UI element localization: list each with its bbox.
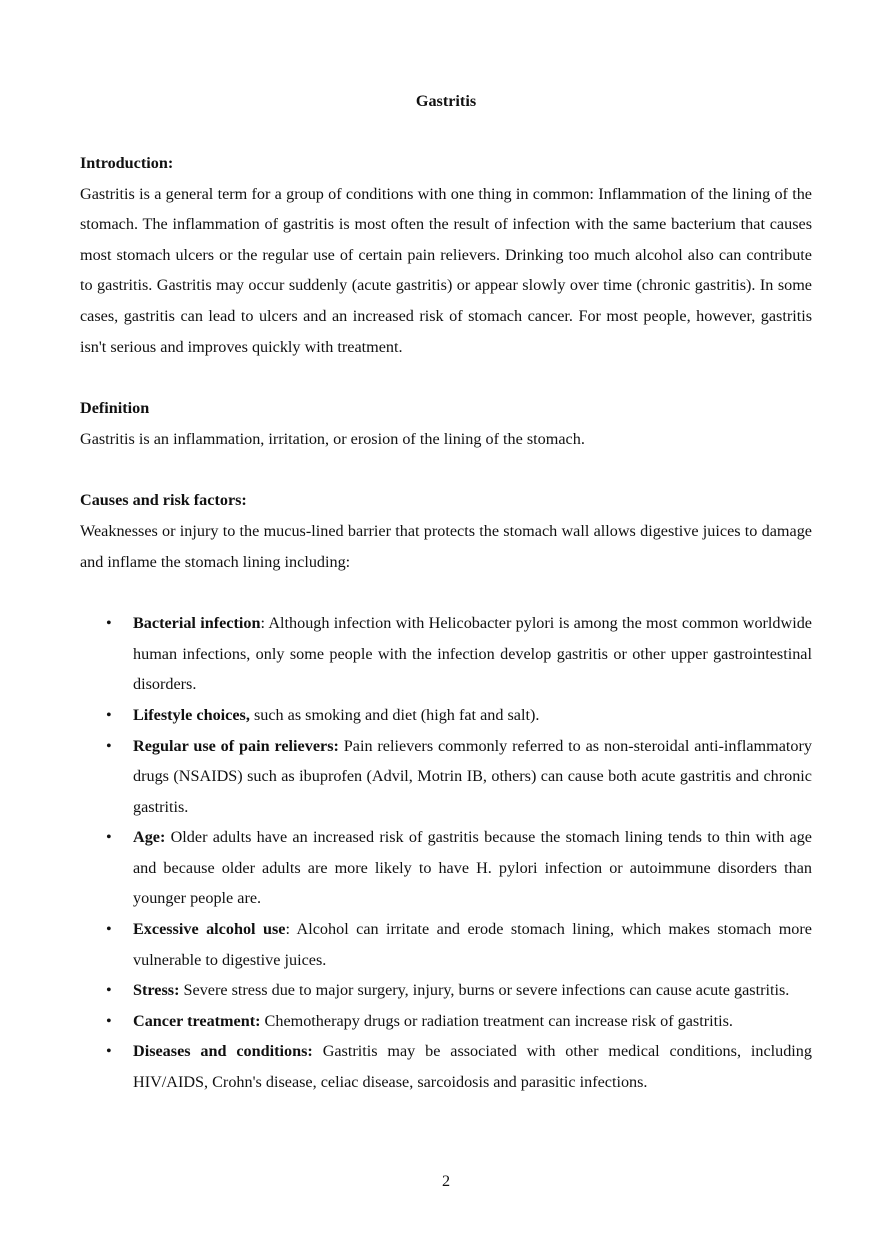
bullet-icon: • <box>106 920 112 939</box>
bullet-icon: • <box>106 614 112 633</box>
section-heading: Introduction: <box>80 154 174 172</box>
bullet-term: Lifestyle choices, <box>133 705 250 724</box>
section-definition <box>80 393 812 454</box>
list-item <box>80 914 812 975</box>
bullet-text: such as smoking and diet (high fat and salt). <box>249 705 540 724</box>
bullet-term: Regular use of pain relievers: <box>133 736 339 755</box>
section-paragraph: Weaknesses or injury to the mucus-lined barrier that protects the stomach wall allows digestive juices to damage and inflame the stomach lining including: <box>80 521 812 571</box>
section-heading: Causes and risk factors: <box>80 491 247 510</box>
bullet-text: Severe stress due to major surgery, injury, burns or severe infections can cause acute gastritis. <box>179 981 790 1000</box>
list-item <box>80 731 812 823</box>
bullet-icon: • <box>106 736 112 755</box>
bullet-text: Older adults have an increased risk of gastritis because the stomach lining tends to thin with age and because older adults are more likely to have H. pylori infection or autoimmune disorders than younger people are. <box>133 828 812 908</box>
bullet-term: Diseases and conditions: <box>133 1042 313 1061</box>
list-item <box>80 975 812 1006</box>
document-title: Gastritis <box>415 92 477 110</box>
section-paragraph: Gastritis is a general term for a group of conditions with one thing in common: Inflammation of the lining of the stomach. The inflammation of gastritis is most often the result of infection with the same bacterium that causes most stomach ulcers or the regular use of certain pain relievers. Drinking too much alcohol also can contribute to gastritis. Gastritis may occur suddenly (acute gastritis) or appear slowly over time (chronic gastritis). In some cases, gastritis can lead to ulcers and an increased risk of stomach cancer. For most people, however, gastritis isn't serious and improves quickly with treatment. <box>80 184 812 356</box>
bullet-text: : Although infection with Helicobacter pylori is among the most common worldwide human infections, only some people with the infection develop gastritis or other upper gastrointestinal disorders. <box>133 614 812 694</box>
list-item <box>80 608 812 700</box>
bullet-term: Stress: <box>133 981 180 1000</box>
list-item <box>80 822 812 914</box>
list-item <box>80 1006 812 1037</box>
bullet-icon: • <box>106 1042 112 1061</box>
section-introduction <box>80 148 812 362</box>
bullet-text: Chemotherapy drugs or radiation treatment can increase risk of gastritis. <box>260 1011 733 1030</box>
bullet-text: Gastritis may be associated with other medical conditions, including HIV/AIDS, Crohn's disease, celiac disease, sarcoidosis and parasitic infections. <box>133 1042 812 1092</box>
bullet-icon: • <box>106 705 112 724</box>
list-item <box>80 700 812 731</box>
bullet-term: Excessive alcohol use <box>133 920 286 939</box>
section-heading: Definition <box>80 399 150 418</box>
section-causes <box>80 485 812 577</box>
section-paragraph: Gastritis is an inflammation, irritation, or erosion of the lining of the stomach. <box>80 429 585 448</box>
bullet-term: Cancer treatment: <box>133 1011 261 1030</box>
bullet-icon: • <box>106 828 112 847</box>
bullet-term: Age: <box>133 828 166 847</box>
bullet-text: Pain relievers commonly referred to as non-steroidal anti-inflammatory drugs (NSAIDS) such as ibuprofen (Advil, Motrin IB, others) can cause both acute gastritis and chronic gastritis. <box>133 736 812 816</box>
page-number: 2 <box>441 1172 451 1190</box>
bullet-text: : Alcohol can irritate and erode stomach lining, which makes stomach more vulnerable to digestive juices. <box>133 920 812 969</box>
bullet-icon: • <box>106 1011 112 1030</box>
document-page <box>80 88 812 1098</box>
bullet-icon: • <box>106 981 112 1000</box>
causes-list <box>80 608 812 1098</box>
list-item <box>80 1036 812 1097</box>
bullet-term: Bacterial infection <box>133 614 261 633</box>
